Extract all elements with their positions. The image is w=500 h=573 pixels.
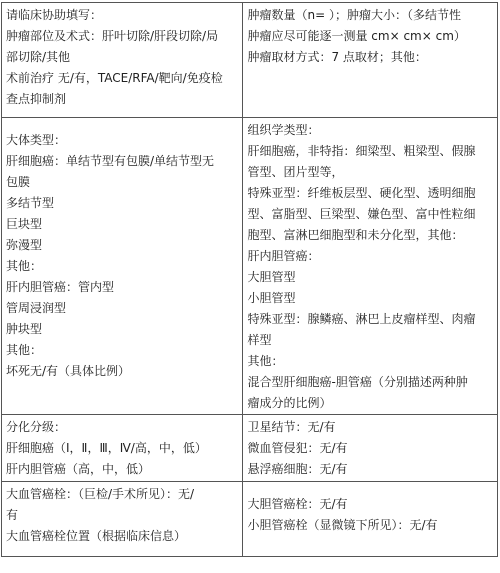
sampling-method: 肿瘤取材方式：7 点取材；其他： [247, 50, 427, 64]
differentiation-grade-cell [2, 415, 243, 482]
gross-histology-row [2, 118, 498, 415]
icc-grade: 肝内胆管癌（高，中，低） [6, 462, 151, 476]
vessel-thrombus-row [2, 482, 498, 557]
icc-other: 其他： [247, 354, 284, 368]
preop-treatment-line-1: 术前治疗 无/有，TACE/RFA/靶向/免疫检 [6, 71, 223, 85]
hcc-gross-line-1: 肝细胞癌：单结节型有包膜/单结节型无 [6, 154, 215, 168]
vessel-thrombus-cell [2, 482, 243, 557]
microvascular-invasion: 微血管侵犯：无/有 [247, 441, 348, 455]
hcc-subtype-line-2: 型、富脂型、巨梁型、嫌色型、富中性粒细 [247, 207, 476, 221]
gross-type-cell [2, 118, 243, 415]
major-vessel-thrombus-line-1: 大血管癌栓：（巨检/手术所见）：无/ [6, 487, 195, 501]
hcc-nos-line-1: 肝细胞癌，非特指：细梁型、粗梁型、假腺 [247, 144, 476, 158]
gross-other-hcc: 其他： [6, 259, 43, 273]
clinical-info-row [2, 3, 498, 118]
clinical-instruction: 请临床协助填写： [6, 8, 103, 22]
icc-large-duct: 大胆管型 [247, 270, 296, 284]
tumor-site-surgery-line-1: 肿瘤部位及术式：肝叶切除/肝段切除/局 [6, 29, 219, 43]
gross-diffuse: 弥漫型 [6, 238, 43, 252]
hcc-gross-line-2: 包膜 [6, 175, 31, 189]
hcc-subtype-line-1: 特殊亚型：纤维板层型、硬化型、透明细胞 [247, 186, 476, 200]
icc-subtype-line-1: 特殊亚型：腺鳞癌、淋巴上皮瘤样型、肉瘤 [247, 312, 476, 326]
gross-other-icc: 其他： [6, 343, 43, 357]
histology-type-cell [243, 118, 498, 415]
small-bile-duct-thrombus: 小胆管癌栓（显微镜下所见）：无/有 [247, 518, 438, 532]
icc-subtype-line-2: 样型 [247, 333, 272, 347]
icc-small-duct: 小胆管型 [247, 291, 296, 305]
gross-massive: 巨块型 [6, 217, 43, 231]
hcc-nos-line-2: 管型、团片型等， [247, 165, 344, 179]
tumor-count-size-line-1: 肿瘤数量（n= ）；肿瘤大小：（多结节性 [247, 8, 461, 22]
major-vessel-thrombus-line-2: 有 [6, 508, 19, 522]
necrosis-field: 坏死无/有（具体比例） [6, 364, 131, 378]
preop-treatment-line-2: 查点抑制剂 [6, 92, 67, 106]
icc-heading: 肝内胆管癌： [247, 249, 320, 263]
combined-hcc-cca-line-2: 瘤成分的比例） [247, 396, 332, 410]
satellite-nodule: 卫星结节：无/有 [247, 420, 336, 434]
tumor-count-size-line-2: 肿瘤应尽可能逐一测量 cm× cm× cm） [247, 29, 466, 43]
histology-heading: 组织学类型： [247, 123, 320, 137]
icc-gross-intraductal: 肝内胆管癌：管内型 [6, 280, 115, 294]
grade-heading: 分化分级： [6, 420, 67, 434]
hcc-subtype-line-3: 胞型、富淋巴细胞型和未分化型，其他： [247, 228, 464, 242]
combined-hcc-cca-line-1: 混合型肝细胞癌-胆管癌（分别描述两种肿 [247, 375, 468, 389]
form-table [1, 2, 498, 557]
large-bile-duct-thrombus: 大胆管癌栓：无/有 [247, 497, 348, 511]
tumor-site-surgery-line-2: 部切除/其他 [6, 50, 71, 64]
hcc-grade: 肝细胞癌（Ⅰ，Ⅱ，Ⅲ，Ⅳ/高，中，低） [6, 441, 207, 455]
clinical-info-right-cell [243, 3, 498, 118]
invasion-findings-cell [243, 415, 498, 482]
floating-tumor-cells: 悬浮癌细胞：无/有 [247, 462, 348, 476]
gross-multinodular: 多结节型 [6, 196, 55, 210]
icc-gross-mass: 肿块型 [6, 322, 43, 336]
gross-type-heading: 大体类型： [6, 133, 67, 147]
icc-gross-periductal: 管周浸润型 [6, 301, 67, 315]
bile-duct-thrombus-cell [243, 482, 498, 557]
clinical-info-left-cell [2, 3, 243, 118]
grade-row [2, 415, 498, 482]
major-vessel-thrombus-location: 大血管癌栓位置（根据临床信息） [6, 529, 187, 543]
